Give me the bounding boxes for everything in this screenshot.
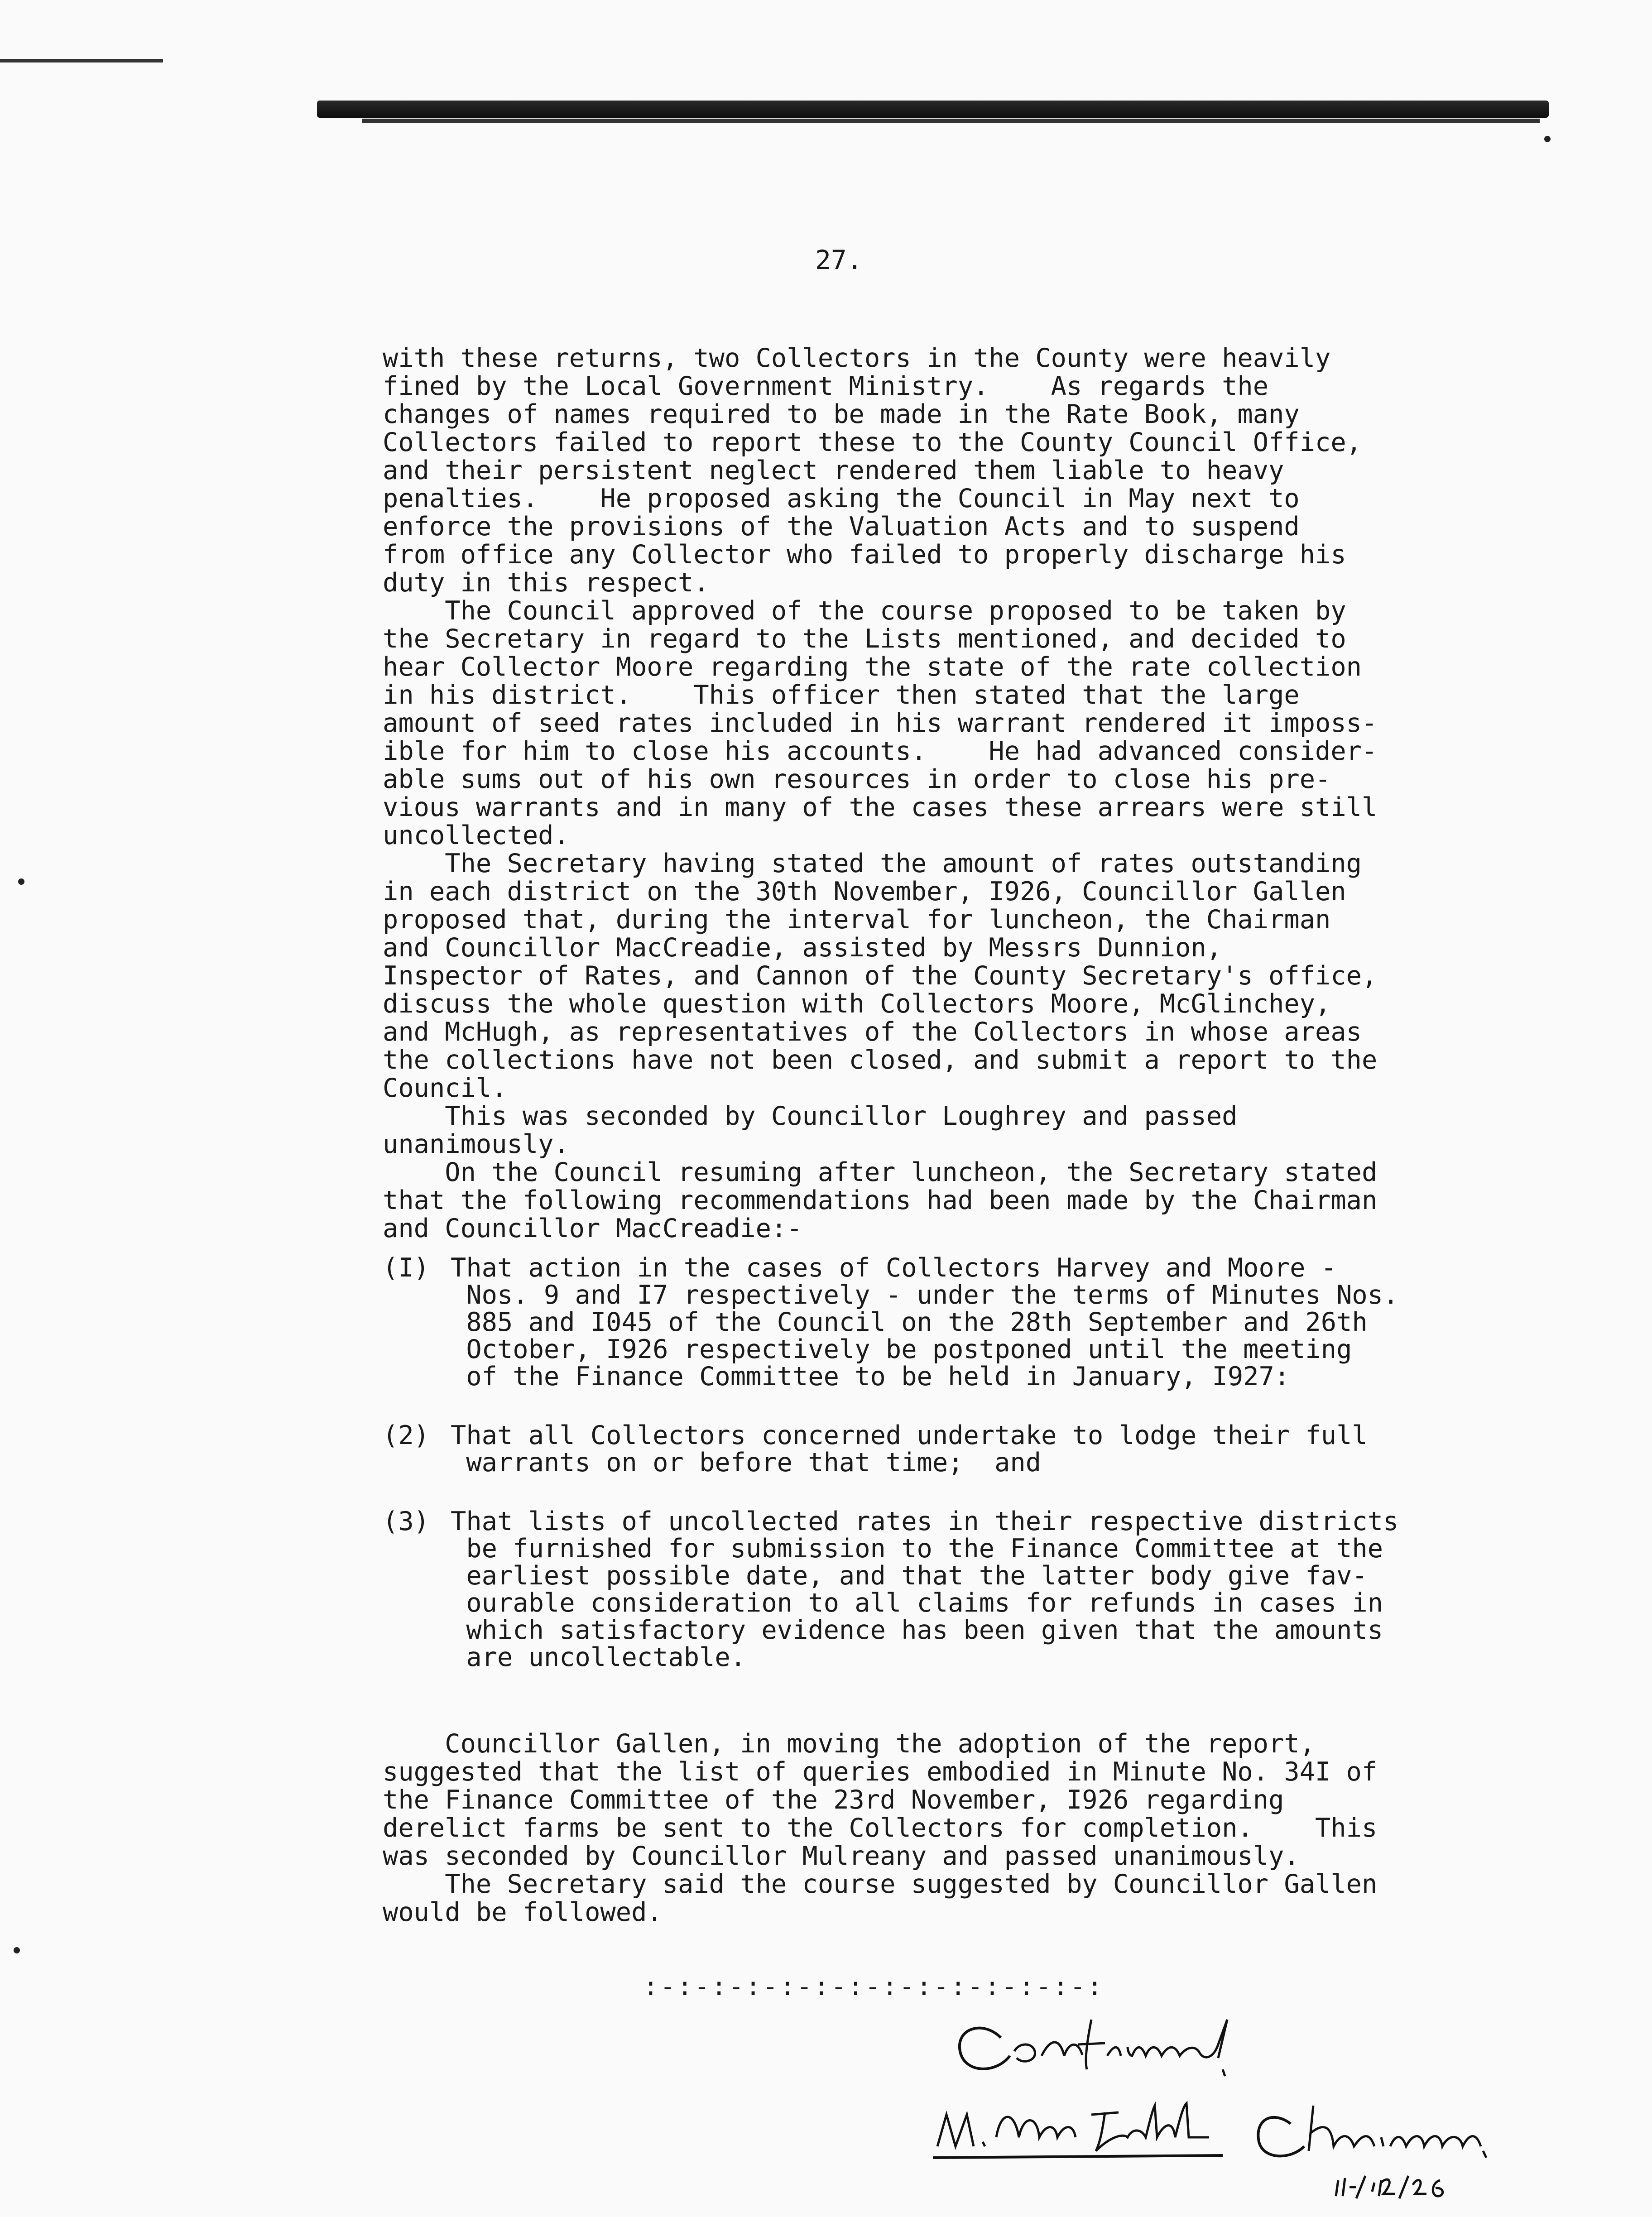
text-line: proposed that, during the interval for luncheon, the Chairman xyxy=(383,905,1331,935)
text-line: Council. xyxy=(383,1073,507,1103)
text-line: and Councillor MacCreadie:- xyxy=(383,1214,802,1243)
text-line: are uncollectable. xyxy=(451,1642,746,1672)
text-line: enforce the provisions of the Valuation Acts and to suspend xyxy=(383,512,1300,542)
text-line: and their persistent neglect rendered them liable to heavy xyxy=(383,456,1284,485)
text-line: able sums out of his own resources in order to close his pre- xyxy=(383,764,1331,794)
recommendation-text xyxy=(451,1422,1368,1476)
paragraph xyxy=(383,1870,1470,1926)
text-line: vious warrants and in many of the cases these arrears were still xyxy=(383,792,1378,822)
text-line: the Finance Committee of the 23rd November, I926 regarding xyxy=(383,1785,1284,1815)
text-line: earliest possible date, and that the latter body give fav- xyxy=(451,1561,1368,1591)
text-line: from office any Collector who failed to properly discharge his xyxy=(383,540,1346,570)
scan-edge-artifact xyxy=(0,59,163,103)
recommendation-number: (3) xyxy=(383,1507,429,1536)
recommendation-number: (2) xyxy=(383,1420,429,1450)
text-line: and Councillor MacCreadie, assisted by Messrs Dunnion, xyxy=(383,933,1222,963)
page-number: 27. xyxy=(815,245,863,275)
text-line: On the Council resuming after luncheon, the Secretary stated xyxy=(383,1157,1378,1187)
scan-speck xyxy=(1544,136,1551,142)
paragraph xyxy=(383,1158,1470,1243)
text-line: suggested that the list of queries embodied in Minute No. 34I of xyxy=(383,1757,1378,1787)
signature-block xyxy=(928,2001,1630,2205)
scan-binding-line xyxy=(362,119,1540,123)
text-line: hear Collector Moore regarding the state of the rate collection xyxy=(383,652,1362,682)
text-line: That all Collectors concerned undertake to lodge their full xyxy=(451,1420,1368,1450)
handwritten-signature xyxy=(928,2001,1630,2205)
scan-speck xyxy=(18,878,24,885)
text-line: This was seconded by Councillor Loughrey and passed xyxy=(383,1101,1238,1131)
text-line: that the following recommendations had been made by the Chairman xyxy=(383,1185,1378,1215)
text-line: uncollected. xyxy=(383,821,569,850)
text-line: ible for him to close his accounts. He had advanced consider- xyxy=(383,736,1378,766)
text-line: of the Finance Committee to be held in January, I927: xyxy=(451,1362,1290,1392)
text-line: Councillor Gallen, in moving the adoption of the report, xyxy=(383,1729,1316,1759)
recommendation-text xyxy=(451,1254,1398,1390)
text-line: The Council approved of the course proposed to be taken by xyxy=(383,596,1346,626)
text-line: amount of seed rates included in his warrant rendered it imposs- xyxy=(383,708,1378,738)
closing-text xyxy=(383,1730,1470,1926)
text-line: discuss the whole question with Collectors Moore, McGlinchey, xyxy=(383,989,1331,1019)
text-line: penalties. He proposed asking the Council in May next to xyxy=(383,484,1300,513)
text-line: The Secretary having stated the amount of rates outstanding xyxy=(383,849,1362,878)
text-line: That action in the cases of Collectors Harvey and Moore - xyxy=(451,1253,1337,1283)
paragraph xyxy=(383,849,1470,1102)
text-line: 885 and I045 of the Council on the 28th September and 26th xyxy=(451,1307,1368,1337)
text-line: The Secretary said the course suggested by Councillor Gallen xyxy=(383,1869,1378,1899)
text-line: unanimously. xyxy=(383,1129,569,1159)
recommendation-number: (I) xyxy=(383,1253,429,1283)
scan-binding-shadow xyxy=(317,101,1549,118)
paragraph xyxy=(383,1102,1470,1158)
text-line: October, I926 respectively be postponed until the meeting xyxy=(451,1334,1352,1364)
text-line: in his district. This officer then stated that the large xyxy=(383,680,1300,710)
text-line: ourable consideration to all claims for refunds in cases in xyxy=(451,1588,1383,1618)
section-separator: :-:-:-:-:-:-:-:-:-:-:-:-:-: xyxy=(643,1972,1105,2001)
recommendation-text xyxy=(451,1508,1398,1671)
text-line: be furnished for submission to the Finance Committee at the xyxy=(451,1534,1383,1564)
text-line: which satisfactory evidence has been given that the amounts xyxy=(451,1615,1383,1645)
text-line: warrants on or before that time; and xyxy=(451,1448,1042,1478)
text-line: Inspector of Rates, and Cannon of the County Secretary's office, xyxy=(383,961,1378,991)
text-line: was seconded by Councillor Mulreany and passed unanimously. xyxy=(383,1841,1300,1871)
text-line: That lists of uncollected rates in their respective districts xyxy=(451,1507,1399,1536)
text-line: Collectors failed to report these to the County Council Office, xyxy=(383,427,1362,457)
scan-speck xyxy=(14,1947,20,1953)
text-line: and McHugh, as representatives of the Collectors in whose areas xyxy=(383,1017,1362,1047)
text-line: changes of names required to be made in the Rate Book, many xyxy=(383,399,1300,429)
text-line: would be followed. xyxy=(383,1897,663,1927)
text-line: with these returns, two Collectors in the County were heavily xyxy=(383,343,1331,373)
text-line: duty in this respect. xyxy=(383,568,709,598)
text-line: fined by the Local Government Ministry. As regards the xyxy=(383,371,1269,401)
text-line: the Secretary in regard to the Lists mentioned, and decided to xyxy=(383,624,1346,654)
paragraph xyxy=(383,1730,1470,1870)
minutes-body xyxy=(383,344,1470,1243)
text-line: derelict farms be sent to the Collectors for completion. This xyxy=(383,1813,1378,1843)
paragraph xyxy=(383,597,1470,849)
paragraph xyxy=(383,344,1470,597)
text-line: in each district on the 30th November, I926, Councillor Gallen xyxy=(383,877,1346,907)
text-line: Nos. 9 and I7 respectively - under the terms of Minutes Nos. xyxy=(451,1280,1399,1310)
text-line: the collections have not been closed, and submit a report to the xyxy=(383,1045,1378,1075)
